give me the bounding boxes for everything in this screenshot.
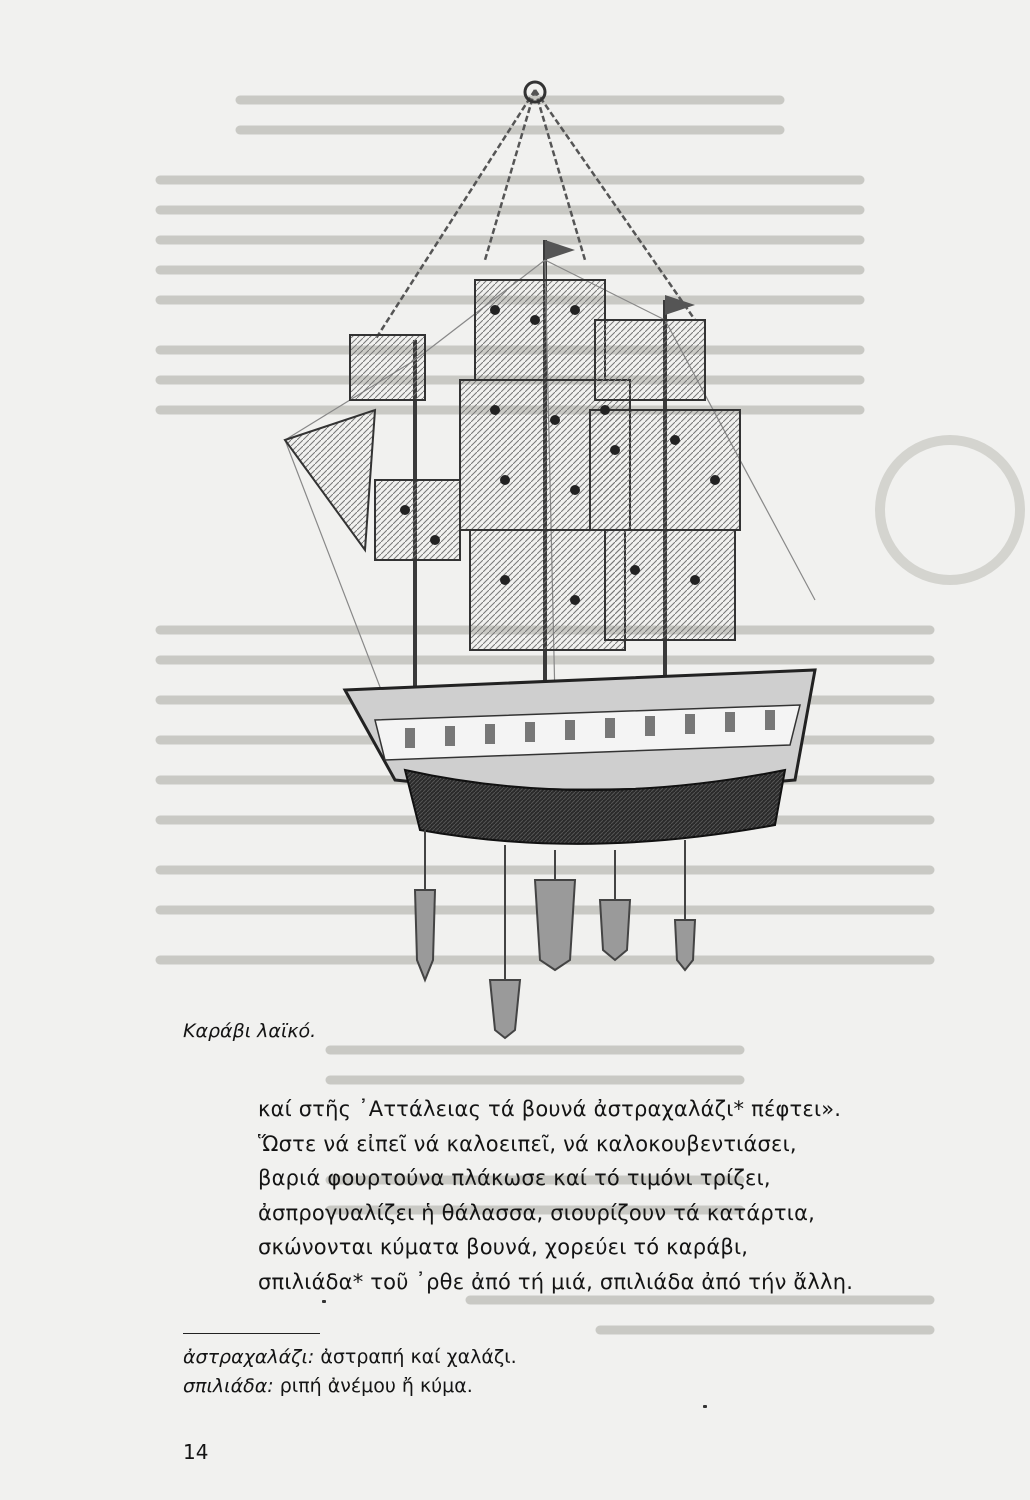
verse-line: Ὥστε νά εἰπεῖ νά καλοειπεῖ, νά καλοκουβεντιάσει, bbox=[258, 1131, 797, 1156]
footnote bbox=[183, 1372, 517, 1401]
verse-line: καί στῆς ᾽Αττάλειας τά βουνά ἀστραχαλάζι* πέφτει». bbox=[258, 1097, 842, 1121]
footnote-definition: ριπή ἀνέμου ἤ κύμα. bbox=[279, 1375, 473, 1397]
ship-hull bbox=[345, 670, 815, 844]
hanging-ornaments bbox=[415, 830, 695, 1038]
footnote-divider bbox=[183, 1333, 320, 1334]
page-number: 14 bbox=[183, 1440, 209, 1464]
verse-line: ἀσπρογυαλίζει ἡ θάλασσα, σιουρίζουν τά κατάρτια, bbox=[258, 1200, 815, 1225]
print-speck bbox=[703, 1405, 707, 1408]
folk-ship-illustration bbox=[255, 80, 905, 1040]
verse-line: σκώνονται κύματα βουνά, χορεύει τό καράβι, bbox=[258, 1235, 749, 1259]
verse-line: βαριά φουρτούνα πλάκωσε καί τό τιμόνι τρίζει, bbox=[258, 1166, 771, 1190]
footnote-definition: ἀστραπή καί χαλάζι. bbox=[320, 1346, 517, 1368]
footnote-term: ἀστραχαλάζι: bbox=[183, 1346, 315, 1368]
footnote-term: σπιλιάδα: bbox=[183, 1375, 274, 1397]
sails bbox=[285, 280, 740, 650]
figure-caption: Καράβι λαϊκό. bbox=[183, 1020, 317, 1042]
footnote bbox=[183, 1343, 517, 1372]
footnotes bbox=[183, 1343, 517, 1401]
poem-verse bbox=[258, 1092, 853, 1299]
print-speck bbox=[322, 1300, 326, 1303]
verse-line: σπιλιάδα* τοῦ ᾽ρθε ἀπό τή μιά, σπιλιάδα ἀπό τήν ἄλλη. bbox=[258, 1269, 854, 1294]
